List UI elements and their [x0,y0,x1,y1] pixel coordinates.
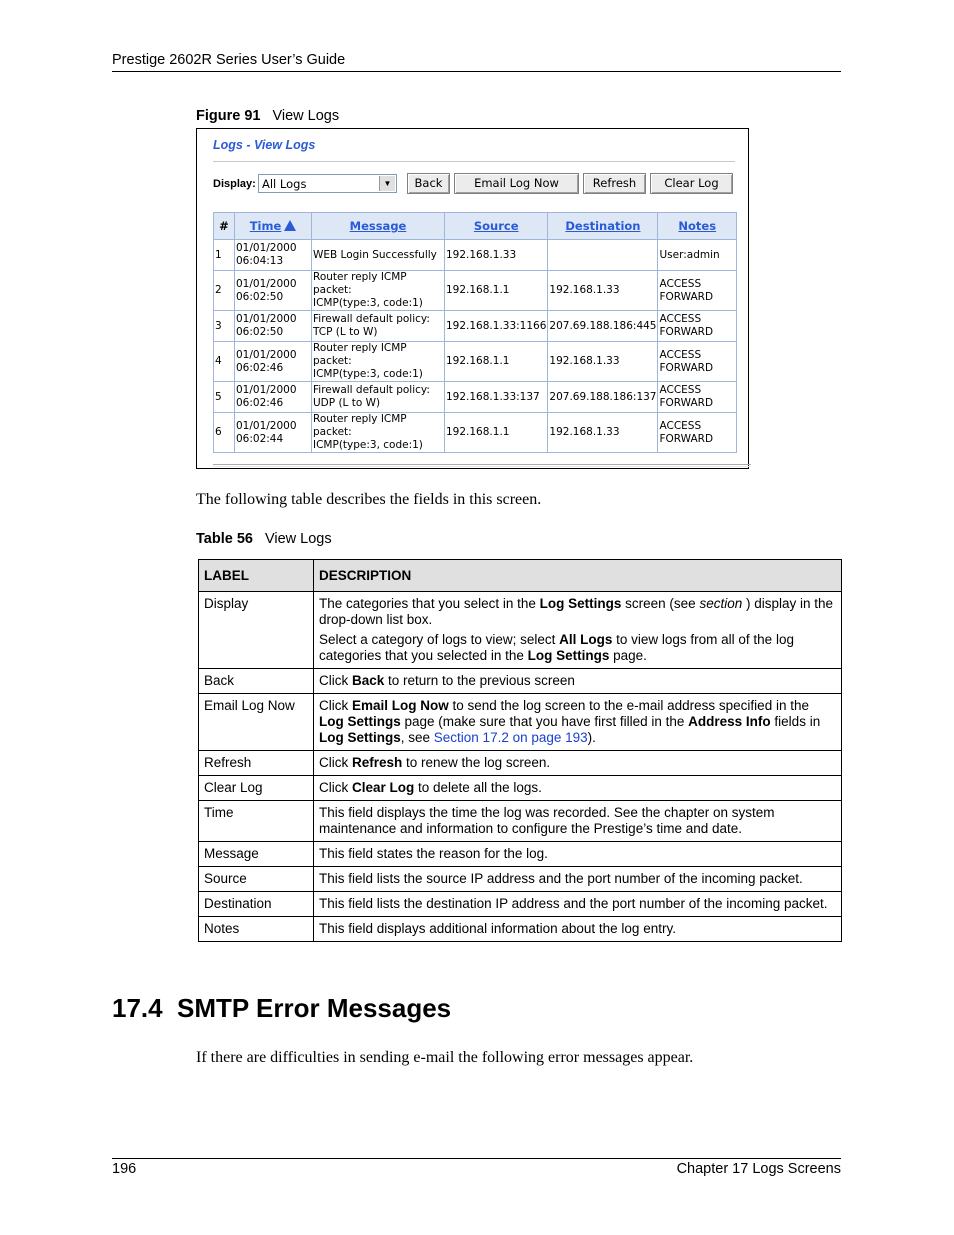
table-title: View Logs [264,531,332,547]
row-description: This field displays additional information about the log entry. [314,917,842,942]
col-notes[interactable]: Notes [658,213,736,239]
figure-label: Figure 91 [196,108,261,124]
log-cell-notes: ACCESS FORWARD [658,342,736,381]
row-label: Clear Log [199,776,314,801]
section-heading: 17.4 SMTP Error Messages [112,993,452,1023]
running-header: Prestige 2602R Series User’s Guide [112,52,346,68]
table-row [199,917,842,942]
row-label: Time [199,801,314,842]
log-cell-source: 192.168.1.1 [445,413,547,452]
log-cell-destination: 207.69.188.186:137 [548,382,657,412]
display-select-value: All Logs [262,177,307,191]
row-description: Click Clear Log to delete all the logs. [314,776,842,801]
screen-bottom-rule-highlight [213,466,751,467]
log-row [214,382,736,412]
row-label: Email Log Now [199,694,314,751]
table-row [199,801,842,842]
log-cell-message: WEB Login Successfully [312,240,444,270]
log-cell-source: 192.168.1.1 [445,271,547,310]
log-cell-time: 01/01/2000 06:04:13 [235,240,311,270]
log-row [214,240,736,270]
figure-caption [196,108,339,124]
sort-arrow-icon [284,220,296,231]
footer-rule [112,1158,841,1159]
log-cell-source: 192.168.1.33 [445,240,547,270]
table-row [199,669,842,694]
intro-paragraph: The following table describes the fields in this screen. [196,491,542,508]
log-cell-message: Router reply ICMP packet: ICMP(type:3, code:1) [312,271,444,310]
log-cell-message: Firewall default policy: TCP (L to W) [312,311,444,341]
log-cell-time: 01/01/2000 06:02:50 [235,271,311,310]
row-label: Back [199,669,314,694]
row-label: Message [199,842,314,867]
display-desc-p1: The categories that you select in the Log Settings screen (see section ) display in the drop-down list box. [319,596,834,627]
refresh-button[interactable]: Refresh [583,173,646,194]
log-cell-notes: ACCESS FORWARD [658,413,736,452]
row-description: Click Refresh to renew the log screen. [314,751,842,776]
header-description: DESCRIPTION [314,560,842,592]
figure-title: View Logs [272,108,340,124]
table-row [199,842,842,867]
row-description [314,592,842,669]
clear-log-button[interactable]: Clear Log [650,173,733,194]
chapter-title: Chapter 17 Logs Screens [676,1161,841,1177]
log-row [214,311,736,341]
log-cell-destination [548,240,657,270]
section-body: If there are difficulties in sending e-mail the following error messages appear. [196,1049,694,1066]
log-cell-time: 01/01/2000 06:02:46 [235,342,311,381]
row-label: Destination [199,892,314,917]
log-cell-num: 2 [214,271,234,310]
log-cell-message: Router reply ICMP packet: ICMP(type:3, code:1) [312,342,444,381]
section-link[interactable]: Section 17.2 on page 193 [433,730,588,745]
table-row [199,694,842,751]
row-description: Click Back to return to the previous screen [314,669,842,694]
table-caption [196,531,332,547]
table-row [199,592,842,669]
row-label: Display [199,592,314,669]
log-row [214,413,736,452]
table-row [199,892,842,917]
col-destination[interactable]: Destination [548,213,657,239]
row-description: This field states the reason for the log. [314,842,842,867]
col-message[interactable]: Message [312,213,444,239]
row-description: This field displays the time the log was recorded. See the chapter on system maintenance and information to configure the Prestige’s time and date. [314,801,842,842]
log-cell-num: 5 [214,382,234,412]
log-cell-notes: ACCESS FORWARD [658,311,736,341]
log-cell-source: 192.168.1.33:137 [445,382,547,412]
header-rule [112,71,841,72]
log-cell-message: Router reply ICMP packet: ICMP(type:3, code:1) [312,413,444,452]
log-cell-num: 1 [214,240,234,270]
chevron-down-icon[interactable]: ▼ [379,176,395,191]
display-desc-p2: Select a category of logs to view; select All Logs to view logs from all of the log categories that you selected in the Log Settings page. [319,632,794,663]
page-number: 196 [112,1161,137,1177]
log-cell-num: 3 [214,311,234,341]
display-label: Display: [213,178,256,190]
row-label: Source [199,867,314,892]
log-cell-notes: User:admin [658,240,736,270]
row-label: Notes [199,917,314,942]
table-row [199,751,842,776]
email-log-now-button[interactable]: Email Log Now [454,173,579,194]
col-source[interactable]: Source [445,213,547,239]
log-cell-num: 6 [214,413,234,452]
view-logs-screenshot [196,128,749,469]
log-row [214,271,736,310]
field-description-table [198,559,842,942]
screen-divider [213,161,735,162]
log-cell-destination: 192.168.1.33 [548,413,657,452]
log-cell-source: 192.168.1.1 [445,342,547,381]
col-number: # [214,213,234,239]
log-cell-time: 01/01/2000 06:02:46 [235,382,311,412]
row-description: This field lists the source IP address and the port number of the incoming packet. [314,867,842,892]
screen-bottom-rule [213,464,751,465]
table-row [199,776,842,801]
back-button[interactable]: Back [407,173,450,194]
table-row [199,867,842,892]
col-time-label[interactable]: Time [249,219,282,233]
log-row [214,342,736,381]
row-description: Click Email Log Now to send the log screen to the e-mail address specified in the Log Settings page (make sure that you have first filled in the Address Info fields in Log Settings, see Section 17.2 on page 193). [314,694,842,751]
header-label: LABEL [199,560,314,592]
log-cell-time: 01/01/2000 06:02:50 [235,311,311,341]
log-cell-notes: ACCESS FORWARD [658,271,736,310]
logs-table [213,212,737,453]
table-label: Table 56 [196,531,253,547]
log-cell-message: Firewall default policy: UDP (L to W) [312,382,444,412]
col-time[interactable] [235,213,311,239]
row-label: Refresh [199,751,314,776]
log-cell-source: 192.168.1.33:1166 [445,311,547,341]
screen-title: Logs - View Logs [213,138,316,152]
log-cell-num: 4 [214,342,234,381]
row-description: This field lists the destination IP address and the port number of the incoming packet. [314,892,842,917]
log-cell-notes: ACCESS FORWARD [658,382,736,412]
display-select[interactable] [258,174,397,193]
log-cell-destination: 207.69.188.186:445 [548,311,657,341]
log-cell-time: 01/01/2000 06:02:44 [235,413,311,452]
log-cell-destination: 192.168.1.33 [548,271,657,310]
log-cell-destination: 192.168.1.33 [548,342,657,381]
